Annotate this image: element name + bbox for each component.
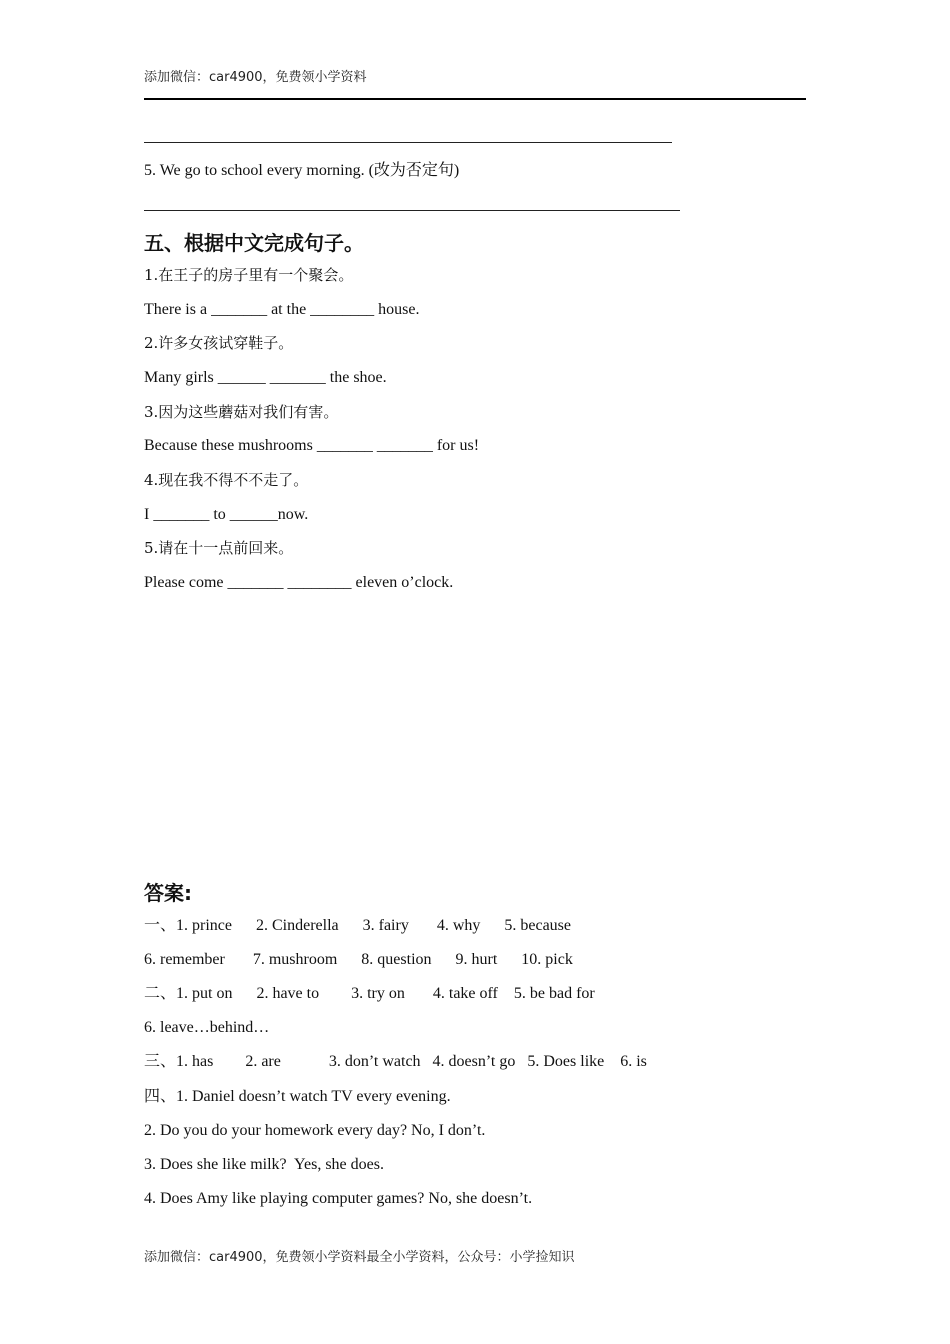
question-english: Many girls ______ _______ the shoe. xyxy=(144,369,387,386)
question-english: I _______ to ______now. xyxy=(144,506,309,523)
answer-line: 3. Does she like milk? Yes, she does. xyxy=(144,1156,384,1173)
question-chinese: 2.许多女孩试穿鞋子。 xyxy=(144,334,294,352)
page-header: 添加微信：car4900，免费领小学资料 xyxy=(144,70,367,85)
answer-line: 6. remember 7. mushroom 8. question 9. hurt 10. pick xyxy=(144,951,573,968)
question-chinese: 5.请在十一点前回来。 xyxy=(144,539,294,557)
answer-line: 一、1. prince 2. Cinderella 3. fairy 4. why 5. because xyxy=(144,917,572,934)
header-rule xyxy=(144,98,806,100)
question-chinese: 1.在王子的房子里有一个聚会。 xyxy=(144,266,354,284)
answer-line: 6. leave…behind… xyxy=(144,1019,270,1036)
answer-line: 二、1. put on 2. have to 3. try on 4. take off 5. be bad for xyxy=(144,985,595,1002)
question-chinese: 3.因为这些蘑菇对我们有害。 xyxy=(144,403,339,421)
question-chinese: 4.现在我不得不不走了。 xyxy=(144,471,309,489)
answers-title: 答案: xyxy=(144,881,192,905)
page-footer: 添加微信：car4900，免费领小学资料最全小学资料，公众号：小学捡知识 xyxy=(144,1250,575,1265)
section-title: 五、根据中文完成句子。 xyxy=(144,231,364,255)
answer-line: 2. Do you do your homework every day? No, I don’t. xyxy=(144,1122,486,1139)
answer-line: 三、1. has 2. are 3. don’t watch 4. doesn’t go 5. Does like 6. is xyxy=(144,1053,647,1070)
answer-line: 四、1. Daniel doesn’t watch TV every evening. xyxy=(144,1088,451,1105)
answer-blank-line xyxy=(144,142,672,143)
question-english: Because these mushrooms _______ _______ for us! xyxy=(144,437,480,454)
question-english: Please come _______ ________ eleven o’clock. xyxy=(144,574,454,591)
answer-blank-line xyxy=(144,210,680,211)
question-english: There is a _______ at the ________ house. xyxy=(144,301,420,318)
question-line: 5. We go to school every morning. (改为否定句) xyxy=(144,162,460,179)
answer-line: 4. Does Amy like playing computer games? No, she doesn’t. xyxy=(144,1190,533,1207)
